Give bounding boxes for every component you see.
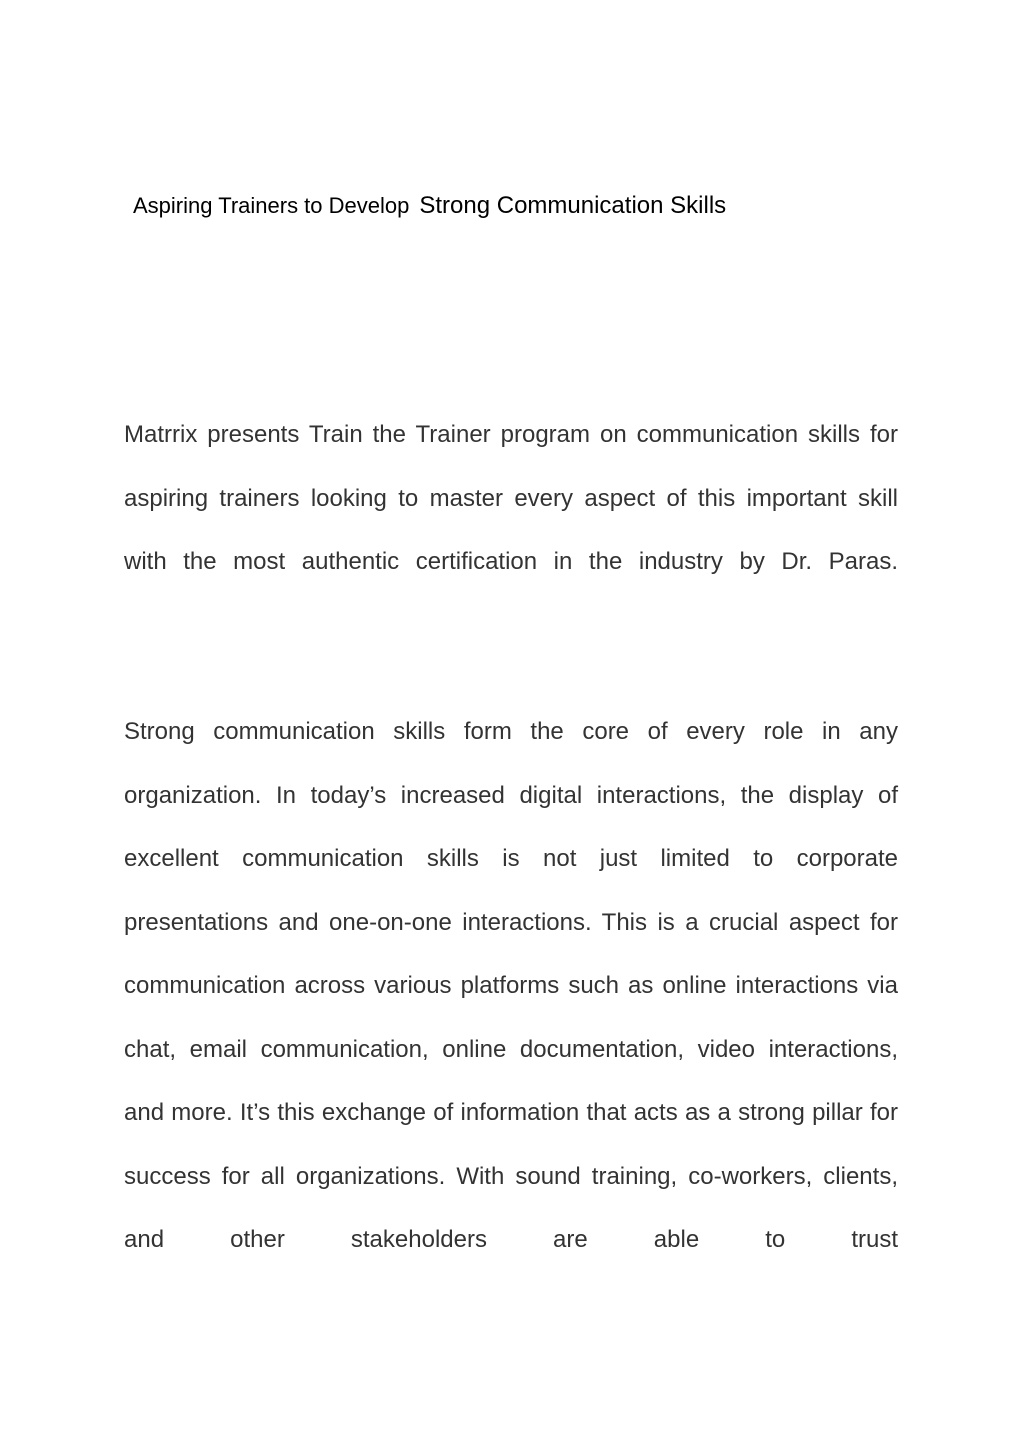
paragraph-body: Strong communication skills form the core of every role in any organization. In today’s increased digital interactions, the display of excellent communication skills is not just limited to corporate presentations and one-on-one interactions. This is a crucial aspect for communication across various platforms such as online interactions via chat, email communication, online documentation, video interactions, and more. It’s this exchange of information that acts as a strong pillar for success for all organizations. With sound training, co-workers, clients, and other stakeholders are able to trust bbox=[124, 718, 898, 1253]
paragraph-intro: Matrrix presents Train the Trainer program on communication skills for aspiring trainers looking to master every aspect of this important skill with the most authentic certification in the industry by Dr. Paras. bbox=[124, 421, 898, 575]
title-second-part: Strong Communication Skills bbox=[419, 192, 727, 219]
document-title bbox=[133, 192, 726, 220]
title-first-part: Aspiring Trainers to Develop bbox=[133, 193, 410, 218]
